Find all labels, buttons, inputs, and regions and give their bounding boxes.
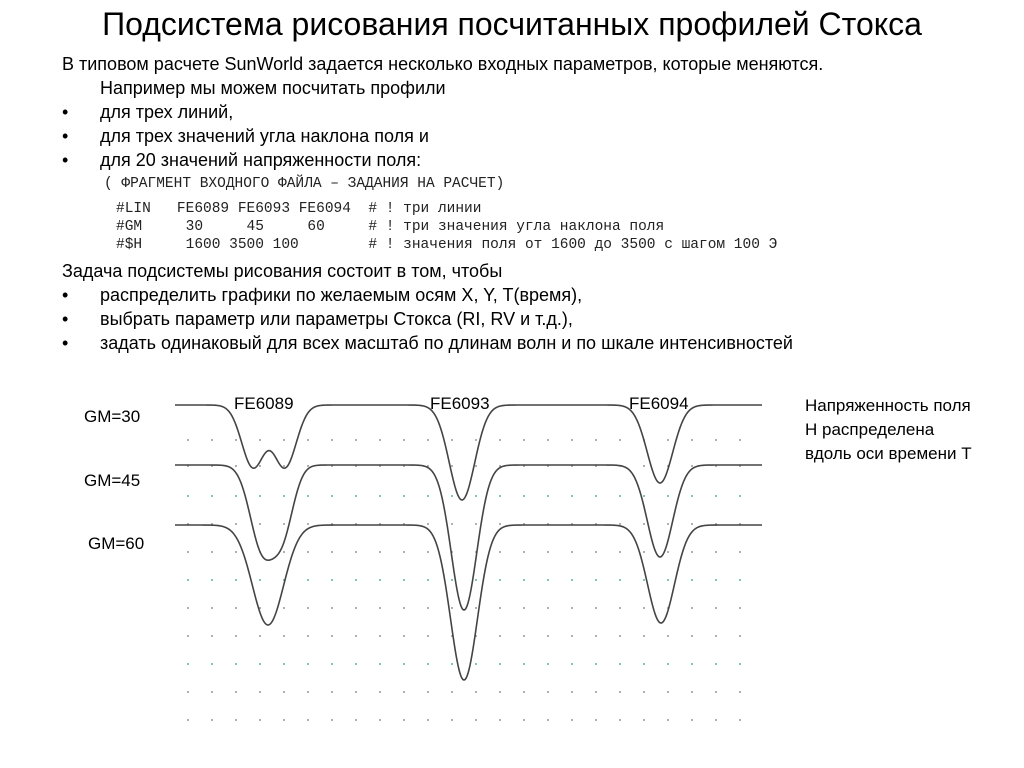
grid-dot: [307, 635, 309, 637]
grid-dot: [571, 607, 573, 609]
grid-dot: [571, 579, 573, 581]
grid-dot: [379, 551, 381, 553]
grid-dot: [667, 579, 669, 581]
grid-dot: [379, 439, 381, 441]
grid-dot: [259, 719, 261, 721]
grid-dot: [259, 439, 261, 441]
code-line-gm: #GM 30 45 60 # ! три значения угла наклона поля: [116, 219, 665, 235]
grid-dot: [259, 465, 261, 467]
grid-dot: [691, 495, 693, 497]
grid-dot: [595, 719, 597, 721]
grid-dot: [427, 719, 429, 721]
grid-dot: [427, 579, 429, 581]
grid-dot: [403, 579, 405, 581]
grid-dot: [643, 719, 645, 721]
grid-dot: [619, 523, 621, 525]
grid-dot: [427, 607, 429, 609]
grid-dot: [403, 691, 405, 693]
grid-dot: [619, 719, 621, 721]
grid-dot: [331, 607, 333, 609]
grid-dot: [331, 719, 333, 721]
grid-dot: [403, 719, 405, 721]
grid-dot: [667, 523, 669, 525]
grid-dot: [187, 719, 189, 721]
bullet-item-lines: для трех линий,: [100, 102, 234, 122]
grid-dot: [739, 719, 741, 721]
grid-dot: [715, 719, 717, 721]
grid-dot: [283, 523, 285, 525]
grid-dot: [307, 439, 309, 441]
grid-dot: [307, 607, 309, 609]
grid-dot: [547, 551, 549, 553]
grid-dot: [475, 607, 477, 609]
grid-dot: [595, 551, 597, 553]
grid-dot: [571, 551, 573, 553]
grid-dot: [451, 579, 453, 581]
grid-dot: [643, 691, 645, 693]
grid-dot: [211, 495, 213, 497]
grid-dot: [595, 495, 597, 497]
grid-dot: [547, 495, 549, 497]
grid-dot: [235, 579, 237, 581]
grid-dot: [235, 691, 237, 693]
grid-dot: [427, 691, 429, 693]
grid-dot: [691, 523, 693, 525]
grid-dot: [331, 439, 333, 441]
grid-dot: [667, 439, 669, 441]
grid-dot: [331, 495, 333, 497]
note-line-1: Напряженность поля: [805, 396, 971, 415]
grid-dot: [523, 607, 525, 609]
grid-dot: [211, 691, 213, 693]
grid-dot: [235, 465, 237, 467]
grid-dot: [667, 663, 669, 665]
grid-dot: [523, 579, 525, 581]
grid-dot: [667, 719, 669, 721]
grid-dot: [331, 691, 333, 693]
grid-dot: [499, 719, 501, 721]
grid-dot: [427, 663, 429, 665]
grid-dot: [331, 579, 333, 581]
grid-dot: [499, 495, 501, 497]
grid-dot: [523, 635, 525, 637]
grid-dot: [211, 439, 213, 441]
grid-dot: [715, 551, 717, 553]
bullet-item-stokes: выбрать параметр или параметры Стокса (RI, RV и т.д.),: [100, 309, 573, 329]
grid-dot: [187, 495, 189, 497]
grid-dot: [739, 579, 741, 581]
grid-dot: [715, 635, 717, 637]
grid-dot: [283, 465, 285, 467]
grid-dot: [667, 691, 669, 693]
grid-dot: [259, 635, 261, 637]
bullet-item-axes: распределить графики по желаемым осям X, Y, T(время),: [100, 285, 583, 305]
grid-dot: [427, 523, 429, 525]
code-line-lin: #LIN FE6089 FE6093 FE6094 # ! три линии: [116, 201, 482, 217]
grid-dot: [187, 439, 189, 441]
grid-dot: [307, 663, 309, 665]
grid-dot: [715, 691, 717, 693]
grid-dot: [643, 579, 645, 581]
grid-dot: [619, 439, 621, 441]
grid-dot: [211, 551, 213, 553]
grid-dot: [667, 635, 669, 637]
grid-dot: [619, 691, 621, 693]
grid-dot: [475, 663, 477, 665]
grid-dot: [451, 495, 453, 497]
grid-dot: [595, 607, 597, 609]
bullet-item-scale: задать одинаковый для всех масштаб по длинам волн и по шкале интенсивностей: [100, 333, 793, 353]
grid-dot: [691, 663, 693, 665]
grid-dot: [331, 635, 333, 637]
profile-curve-gm30: [175, 405, 762, 500]
intro-line-2: Например мы можем посчитать профили: [100, 78, 446, 98]
grid-dot: [235, 551, 237, 553]
grid-dot: [571, 691, 573, 693]
grid-dot: [547, 691, 549, 693]
note-line-2: H распределена: [805, 420, 935, 439]
grid-dot: [691, 551, 693, 553]
grid-dot: [355, 551, 357, 553]
grid-dot: [475, 465, 477, 467]
grid-dot: [715, 439, 717, 441]
grid-dot: [643, 495, 645, 497]
grid-dot: [307, 465, 309, 467]
line-label-fe6094: FE6094: [629, 394, 689, 413]
grid-dot: [499, 523, 501, 525]
grid-dot: [259, 579, 261, 581]
grid-dot: [691, 439, 693, 441]
grid-dot: [475, 523, 477, 525]
grid-dot: [235, 719, 237, 721]
grid-dot: [187, 663, 189, 665]
grid-dot: [643, 663, 645, 665]
grid-dot: [643, 523, 645, 525]
grid-dot: [691, 691, 693, 693]
grid-dot: [235, 635, 237, 637]
note-line-3: вдоль оси времени T: [805, 444, 972, 463]
grid-dot: [643, 465, 645, 467]
grid-dot: [259, 691, 261, 693]
grid-dot: [523, 439, 525, 441]
grid-dot: [307, 719, 309, 721]
grid-dot: [307, 551, 309, 553]
grid-dot: [283, 495, 285, 497]
grid-dot: [523, 551, 525, 553]
grid-dot: [355, 663, 357, 665]
grid-dot: [235, 663, 237, 665]
grid-dot: [355, 495, 357, 497]
grid-dot: [427, 495, 429, 497]
grid-dot: [595, 635, 597, 637]
grid-dot: [187, 691, 189, 693]
grid-dot: [475, 495, 477, 497]
grid-dot: [451, 465, 453, 467]
grid-dot: [547, 663, 549, 665]
gm-label-30: GM=30: [84, 407, 141, 426]
code-header: ( ФРАГМЕНТ ВХОДНОГО ФАЙЛА – ЗАДАНИЯ НА РАСЧЕТ): [104, 176, 505, 192]
grid-dot: [379, 719, 381, 721]
grid-dot: [499, 635, 501, 637]
grid-dot: [379, 691, 381, 693]
grid-dot: [571, 719, 573, 721]
line-label-fe6093: FE6093: [430, 394, 490, 413]
grid-dot: [571, 635, 573, 637]
grid-dot: [307, 579, 309, 581]
grid-dot: [379, 635, 381, 637]
grid-dot: [283, 439, 285, 441]
grid-dot: [307, 691, 309, 693]
grid-dot: [403, 635, 405, 637]
grid-dot: [715, 663, 717, 665]
grid-dot: [451, 439, 453, 441]
grid-dot: [427, 635, 429, 637]
grid-dot: [715, 579, 717, 581]
grid-dot: [739, 439, 741, 441]
grid-dot: [451, 719, 453, 721]
grid-dot: [691, 607, 693, 609]
grid-dot: [235, 523, 237, 525]
grid-dot: [619, 495, 621, 497]
grid-dot: [283, 607, 285, 609]
grid-dot: [619, 663, 621, 665]
grid-dot: [355, 719, 357, 721]
grid-dot: [499, 607, 501, 609]
grid-dot: [475, 719, 477, 721]
grid-dot: [307, 523, 309, 525]
grid-dot: [595, 439, 597, 441]
grid-dot: [187, 551, 189, 553]
grid-dot: [619, 607, 621, 609]
grid-dot: [187, 607, 189, 609]
grid-dot: [331, 663, 333, 665]
grid-dot: [355, 579, 357, 581]
grid-dot: [547, 579, 549, 581]
grid-dot: [643, 551, 645, 553]
grid-dot: [283, 663, 285, 665]
grid-dot: [187, 635, 189, 637]
grid-dot: [715, 495, 717, 497]
grid-dot: [403, 551, 405, 553]
grid-dot: [691, 719, 693, 721]
grid-dot: [571, 663, 573, 665]
grid-dot: [355, 439, 357, 441]
grid-dot: [451, 691, 453, 693]
grid-dot: [643, 635, 645, 637]
grid-dot: [691, 635, 693, 637]
grid-dot: [283, 551, 285, 553]
bullet-item-field: для 20 значений напряженности поля:: [100, 150, 422, 170]
grid-dot: [259, 495, 261, 497]
grid-dot: [739, 635, 741, 637]
grid-dot: [499, 439, 501, 441]
grid-dot: [211, 719, 213, 721]
gm-label-45: GM=45: [84, 471, 141, 490]
grid-dot: [739, 495, 741, 497]
code-line-h: #$H 1600 3500 100 # ! значения поля от 1600 до 3500 с шагом 100 Э: [116, 237, 778, 253]
grid-dot: [595, 691, 597, 693]
grid-dot: [211, 635, 213, 637]
grid-dot: [475, 439, 477, 441]
grid-dot: [355, 691, 357, 693]
grid-dot: [667, 551, 669, 553]
grid-dot: [595, 663, 597, 665]
grid-dot: [499, 663, 501, 665]
grid-dot: [499, 551, 501, 553]
grid-dot: [211, 579, 213, 581]
grid-dot: [523, 495, 525, 497]
intro-line-1: В типовом расчете SunWorld задается несколько входных параметров, которые меняются.: [62, 54, 824, 74]
grid-dot: [739, 663, 741, 665]
grid-dot: [643, 607, 645, 609]
grid-dot: [307, 495, 309, 497]
grid-dot: [259, 523, 261, 525]
bullet-mark: •: [62, 285, 69, 305]
grid-dot: [715, 607, 717, 609]
grid-dot: [187, 579, 189, 581]
grid-dot: [379, 579, 381, 581]
grid-dot: [547, 719, 549, 721]
grid-dot: [211, 607, 213, 609]
grid-dot: [403, 439, 405, 441]
grid-dot: [547, 635, 549, 637]
slide-title: Подсистема рисования посчитанных профилей Стокса: [102, 6, 922, 42]
grid-dot: [427, 439, 429, 441]
grid-dot: [355, 635, 357, 637]
grid-dot: [619, 635, 621, 637]
grid-dot: [235, 439, 237, 441]
grid-dot: [451, 523, 453, 525]
bullet-mark: •: [62, 150, 69, 170]
grid-dot: [571, 495, 573, 497]
grid-dot: [283, 719, 285, 721]
grid-dot: [571, 439, 573, 441]
bullet-mark: •: [62, 333, 69, 353]
grid-dot: [283, 691, 285, 693]
grid-dot: [403, 663, 405, 665]
bullet-mark: •: [62, 309, 69, 329]
grid-dot: [499, 691, 501, 693]
grid-dot: [451, 607, 453, 609]
grid-dot: [235, 607, 237, 609]
grid-dot: [451, 663, 453, 665]
grid-dot: [379, 607, 381, 609]
grid-dot: [403, 607, 405, 609]
bullet-mark: •: [62, 126, 69, 146]
grid-dot: [283, 635, 285, 637]
gm-label-60: GM=60: [88, 534, 145, 553]
grid-dot: [379, 663, 381, 665]
grid-dot: [235, 495, 237, 497]
grid-dot: [739, 551, 741, 553]
line-label-fe6089: FE6089: [234, 394, 294, 413]
grid-dot: [691, 579, 693, 581]
grid-dot: [331, 551, 333, 553]
grid-dot: [547, 607, 549, 609]
bullet-item-angles: для трех значений угла наклона поля и: [100, 126, 429, 146]
grid-dot: [259, 663, 261, 665]
grid-dot: [355, 607, 357, 609]
grid-dot: [403, 495, 405, 497]
grid-dot: [691, 465, 693, 467]
grid-dot: [475, 691, 477, 693]
grid-dot: [667, 495, 669, 497]
grid-dot: [523, 663, 525, 665]
grid-dot: [547, 439, 549, 441]
task-line: Задача подсистемы рисования состоит в том, чтобы: [62, 261, 503, 281]
grid-dot: [379, 495, 381, 497]
grid-dot: [739, 607, 741, 609]
grid-dot: [595, 579, 597, 581]
bullet-mark: •: [62, 102, 69, 122]
grid-dot: [475, 579, 477, 581]
grid-dot: [619, 579, 621, 581]
grid-dot: [739, 691, 741, 693]
grid-dot: [523, 719, 525, 721]
grid-dot: [619, 551, 621, 553]
grid-dot: [427, 551, 429, 553]
grid-dot: [211, 663, 213, 665]
grid-dot: [499, 579, 501, 581]
grid-dot: [523, 691, 525, 693]
